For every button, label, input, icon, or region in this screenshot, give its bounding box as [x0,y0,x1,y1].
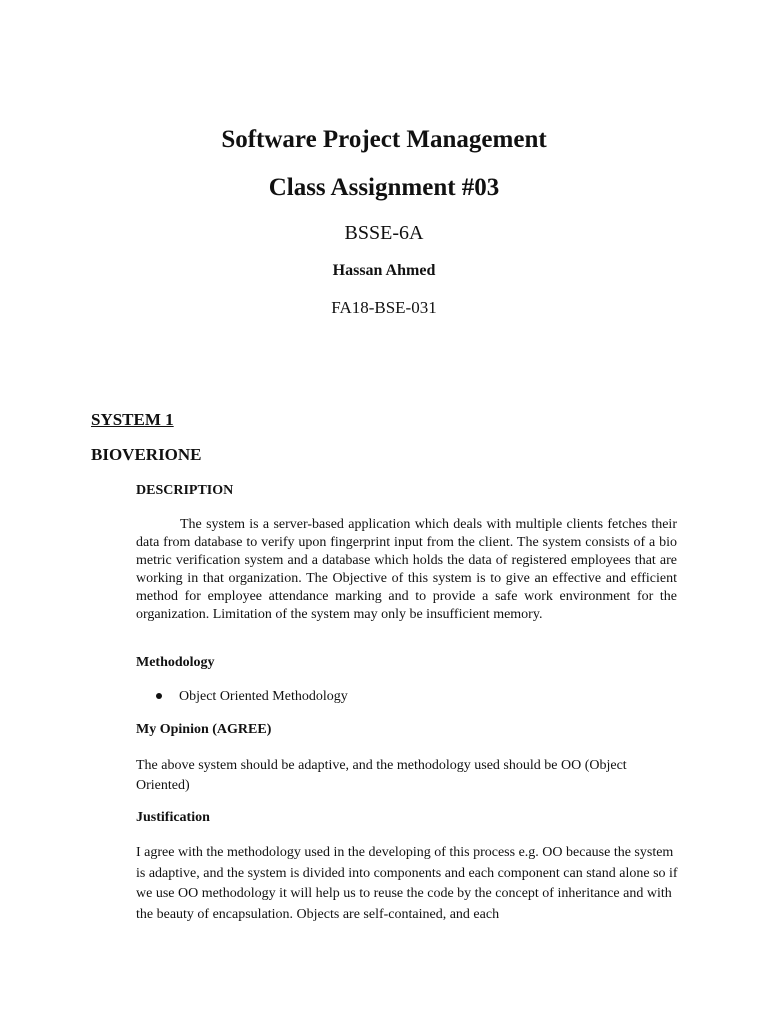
justification-paragraph: I agree with the methodology used in the developing of this process e.g. OO because the system is adaptive, and the system is divided into components and each component can stand alone so if we use OO methodology it will help us to reuse the code by the concept of inheritance and with the beauty of encapsulation. Objects are self-contained, and each [136,845,678,922]
description-paragraph: The system is a server-based application which deals with multiple clients fetches their data from database to verify upon fingerprint input from the client. The system consists of a bio metric verification system and a database which holds the data of registered employees that are working in that organization. The Objective of this system is to give an effective and efficient method for employee attendance marking and to provide a safe work environment for the organization. Limitation of the system may only be insufficient memory. [136,517,677,622]
assignment-title: Class Assignment #03 [268,174,500,201]
methodology-list-item [156,689,348,705]
bullet-icon [156,693,162,699]
opinion-paragraph: The above system should be adaptive, and the methodology used should be OO (Object Oriented) [136,758,627,793]
methodology-item-label: Object Oriented Methodology [179,689,348,704]
class-section: BSSE-6A [344,222,424,244]
methodology-heading: Methodology [136,655,215,670]
document-title: Software Project Management [221,126,547,153]
description-heading: DESCRIPTION [136,483,234,498]
justification-heading: Justification [136,810,210,825]
system-name: BIOVERIONE [91,445,202,464]
opinion-heading: My Opinion (AGREE) [136,722,272,737]
registration-number: FA18-BSE-031 [331,298,437,317]
system-heading: SYSTEM 1 [91,410,174,429]
student-name: Hassan Ahmed [332,262,436,279]
